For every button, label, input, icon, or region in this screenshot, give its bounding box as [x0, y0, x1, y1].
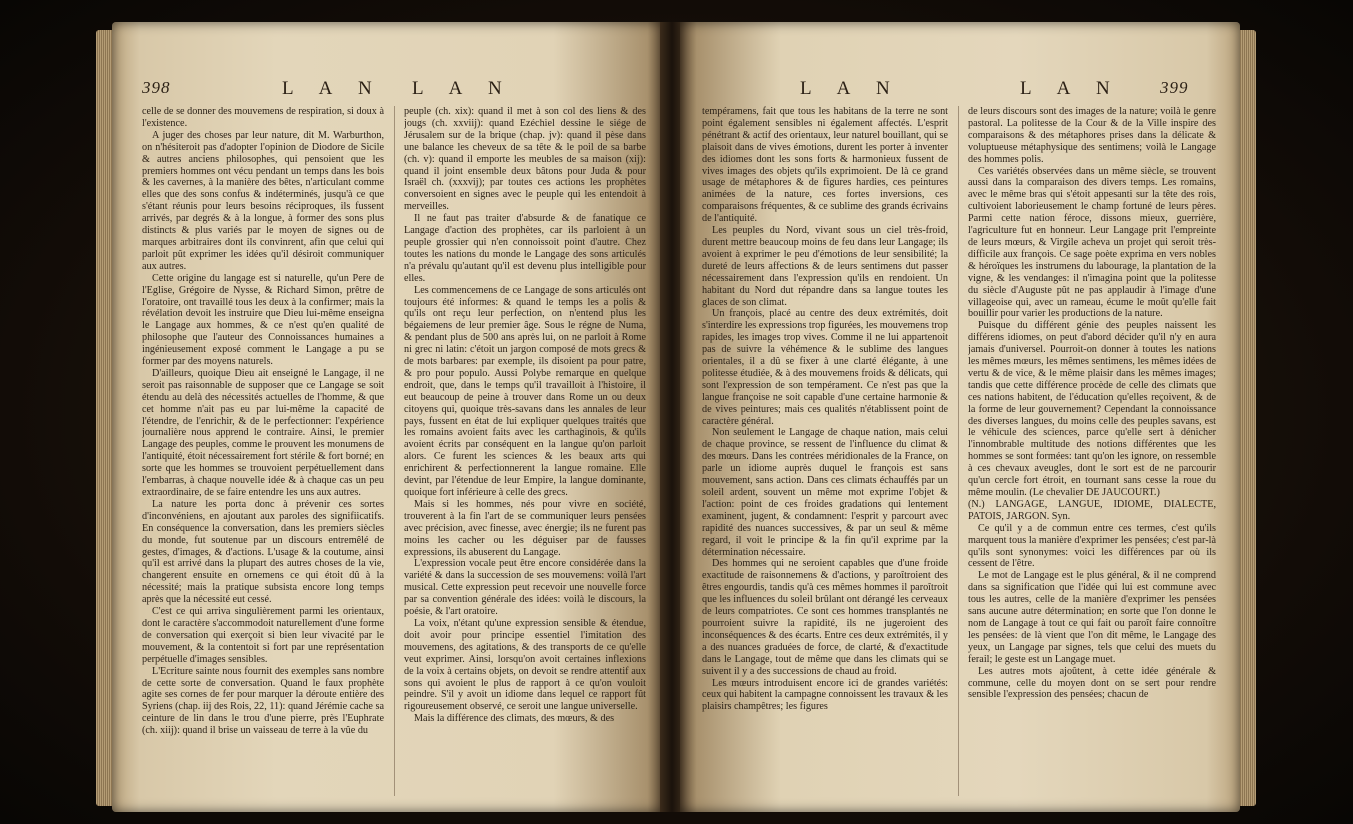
paragraph: de leurs discours sont des images de la nature; voilà le genre pastoral. La politesse de la Cour & de la Ville inspire des comparaisons & des métaphores prises dans la délicate & voluptueuse métaphysique des sentimens; voilà le Langage des hommes polis. — [968, 106, 1216, 165]
page-edges-right — [1238, 30, 1256, 806]
paragraph: (N.) LANGAGE, LANGUE, IDIOME, DIALECTE, PATOIS, JARGON. Syn. — [968, 498, 1216, 522]
paragraph: Les commencemens de ce Langage de sons articulés ont toujours été informes: & quand le temps les a polis & qu'ils ont reçu leur perfection, on n'entend plus les bégaiemens de leur premier âge. Sous le régne de Numa, & pendant plus de 500 ans après lui, on ne parloit à Rome ni grec ni latin: c'étoit un jargon composé de mots grecs & de mots barbares: par exemple, ils disoient pa pour patre, & pro pour populo. Aussi Polybe remarque en quelque endroit, que, dans le temps qu'il travailloit à l'histoire, il eut beaucoup de peine à trouver dans Rome un ou deux citoyens qui, quoique très-savans dans les annales de leur pays, fussent en état de lui expliquer quelques traités que les romains avoient faits avec les carthaginois, & qu'ils avoient écrits par conséquent en la langue qu'on parloit alors. Ce furent les sciences & les beaux arts qui enrichirent & perfectionnerent la langue romaine. Elle devint, par l'étendue de leur Empire, la langue dominante, quoique fort inférieure à celle des grecs. — [404, 284, 646, 498]
paragraph: celle de se donner des mouvemens de respiration, si doux à l'existence. — [142, 106, 384, 129]
paragraph: Il ne faut pas traiter d'absurde & de fanatique ce Langage d'action des prophètes, car ils parloient à un peuple grossier qui n'en connoissoit point d'autre. Chez toutes les nations du monde le Langage des sons articulés n'a prévalu qu'autant qu'il est devenu plus intelligible pour elles. — [404, 213, 646, 284]
paragraph: Non seulement le Langage de chaque nation, mais celui de chaque province, se ressent de l'influence du climat & des mœurs. Dans les contrées méridionales de la France, on parle un idiome auprès duquel le françois est sans mouvement, sans action. Dans ces climats échauffés par un soleil ardent, souvent un même mot exprime l'objet & l'action: point de ces froides gradations qui lentement examinent, jugent, & condamnent: l'esprit y parcourt avec rapidité des nuances successives, & par un seul & même regard, il voit le principe & la fin qu'il exprime par la détermination nécessaire. — [702, 427, 948, 558]
paragraph: Les mœurs introduisent encore ici de grandes variétés: ceux qui habitent la campagne connoissent les travaux & les plaisirs champêtres; les figures — [702, 677, 948, 713]
paragraph: Un françois, placé au centre des deux extrémités, doit s'interdire les expressions trop figurées, les mouvemens trop rapides, les images trop vives. Comme il ne lui appartenoit pas de suivre la véhémence & le sublime des langues orientales, il a dû se fixer à une clarté élégante, à une politesse étudiée, & à des mouvemens froids & délicats, qui sont l'expression de son tempérament. Ce n'est pas que la langue françoise ne soit capable d'une certaine harmonie & de vives peintures; mais ces qualités n'établissent point de caractère général. — [702, 308, 948, 427]
left-head-text-2: L A N — [412, 78, 513, 99]
paragraph: C'est ce qui arriva singulièrement parmi les orientaux, dont le caractère s'accommodoit naturellement d'une forme de conversation qui exerçoit si bien leur vivacité par le mouvement, & la contentoit si fort par une représentation perpétuelle d'images sensibles. — [142, 606, 384, 665]
paragraph: Mais la différence des climats, des mœurs, & des — [414, 713, 615, 725]
paragraph: peuple (ch. xix): quand il met à son col des liens & des jougs (ch. xxviij): quand Ezéchiel dessine le siége de Jérusalem sur de la brique (chap. jv): quand il pèse dans une balance les cheveux de sa tête & le poil de sa barbe (ch. v): quand il emporte les meubles de sa maison (xij): quand il joint ensemble deux bâtons pour Juda & pour Israël ch. (xxxvij); par toutes ces actions les prophètes conversoient en signes avec le peuple qui les entendoit à merveilles. — [404, 106, 646, 213]
paragraph: La voix, n'étant qu'une expression sensible & étendue, doit avoir pour principe essentiel l'imitation des mouvemens, des agitations, & des transports de ce qu'elle veut exprimer. Ainsi, lorsqu'on avoit certaines inflexions de la voix à certains objets, on devoit se rendre attentif aux sons qui avoient le plus de rapport à ce qu'on vouloit peindre. S'il y avoit un idiome dans lequel ce rapport fût rigoureusement observé, ce seroit une langue universelle. — [404, 617, 646, 713]
right-column-2 — [968, 106, 1216, 796]
paragraph: tempéramens, fait que tous les habitans de la terre ne sont point également sensibles ni également affectés. L'esprit pénétrant & actif des orientaux, leur naturel bouillant, qui se plaisoit dans de vives émotions, durent les porter à inventer des idiomes dont les sons forts & harmonieux fussent de vives images des objets qu'ils exprimoient. De là ce grand usage de métaphores & de figures hardies, ces peintures animées de la nature, ces fortes inversions, ces comparaisons fréquentes, & ce sublime des grands écrivains de l'antiquité. — [702, 106, 948, 225]
right-head-text-2: L A N — [1020, 78, 1121, 99]
left-head-text: L A N — [282, 78, 383, 99]
left-column-1 — [142, 106, 384, 796]
paragraph: La nature les porta donc à prévenir ces sortes d'inconvéniens, en ajoutant aux paroles des signifiicatifs. En conséquence la conversation, dans les premiers siècles du monde, fut soutenue par un discours entremêlé de gestes, d'images, & d'actions. L'usage & la coutume, ainsi qu'il est arrivé dans la plupart des autres choses de la vie, changerent ensuite en ornemens ce qui étoit dû à la nécessité; mais la pratique subsista encore long temps après que la nécessité eut cessé. — [142, 498, 384, 606]
left-column-2 — [404, 106, 646, 796]
paragraph: Mais si les hommes, nés pour vivre en société, trouverent à la fin l'art de se communiquer leurs pensées avec précision, avec finesse, avec énergie; ils ne furent pas moins les cacher ou les déguiser par de fausses expressions, ils abuserent du Langage. — [404, 498, 646, 558]
paragraph: Le mot de Langage est le plus général, & il ne comprend dans sa signification que l'idée qui lui est commune avec tous les autres, celle de la manière d'exprimer les pensées sans aucune autre détermination; en sorte que l'on donne le nom de Langage à tout ce qui fait ou paroît faire connoître les pensées: de là vient que l'on dit même, le Langage des yeux, un Langage par signes, tels que celui des muets du ferail; le geste est un Langage muet. — [968, 570, 1216, 665]
left-page-number: 398 — [142, 78, 171, 97]
right-column-1 — [702, 106, 948, 796]
paragraph: Puisque du différent génie des peuples naissent les différens idiomes, on peut d'abord décider qu'il n'y en aura jamais d'universel. Pourroit-on donner à toutes les nations les mêmes mœurs, les mêmes sentimens, les mêmes idées de vertu & de vice, & le même plaisir dans les mêmes images; tandis que cette différence procède de celle des climats que ces nations habitent, de l'éducation qu'elles reçoivent, & de la forme de leur gouvernement? Cependant la connoissance des diverses langues, du moins celle des peuples savans, est le véhicule des sciences, parce qu'elle sert à dénicher l'innombrable multitude des notions différentes que les hommes se sont formées: tant qu'on les ignore, on ressemble à ces chevaux aveugles, dont le sort est de ne parcourir qu'un cercle fort étroit, en tournant sans cesse la roue du même moulin. (Le chevalier DE JAUCOURT.) — [968, 320, 1216, 498]
paragraph: Ces variétés observées dans un même siècle, se trouvent aussi dans la comparaison des divers temps. Les romains, avec le même bras qui s'étoit appesanti sur la tête des rois, cultivoient laborieusement le champ fortuné de leurs pères. Parmi cette nation féroce, dissons mieux, guerrière, l'agriculture fut en honneur. Leur Langage prit l'empreinte de leurs mœurs, & Virgile acheva un projet qui seroit très-difficile aux françois. Ce sage poète exprima en vers nobles & héroïques les instrumens du labourage, la plantation de la vigne, & les vendanges: il n'imagina point que la politesse du siècle d'Auguste pût ne pas applaudir à l'image d'une villageoise qui, avec un rameau, écume le moût qu'elle fait bouillir pour varier les productions de la nature. — [968, 165, 1216, 320]
left-running-head — [112, 78, 664, 102]
paragraph: Les peuples du Nord, vivant sous un ciel très-froid, durent mettre beaucoup moins de feu dans leur Langage; ils avoient à exprimer le peu d'émotions de leur sensibilité; la dureté de leurs affections & de leurs sentimens dut passer nécessairement dans l'expression qu'ils en rendoient. Un habitant du Nord dut répandre dans sa langue toutes les glaces de son climat. — [702, 225, 948, 308]
paragraph: A juger des choses par leur nature, dit M. Warburthon, on n'hésiteroit pas d'adopter l'opinion de Diodore de Sicile & autres anciens philosophes, qui pensoient que les premiers hommes ont vécu pendant un temps dans les bois & les cavernes, à la manière des bêtes, n'articulant comme elles que des sons confus & indéterminés, jusqu'à ce que s'étant réunis pour leurs besoins réciproques, ils fussent arrivés, par degrés & à la longue, à former des sons plus distincts & plus variés par le moyen de signes ou de marques arbitraires dont ils convinrent, afin que celui qui parloit pût exprimer les idées qu'il désiroit communiquer aux autres. — [142, 129, 384, 272]
paragraph: D'ailleurs, quoique Dieu ait enseigné le Langage, il ne seroit pas raisonnable de supposer que ce Langage se soit étendu au delà des nécessités actuelles de l'homme, & que cet homme n'ait pas eu par lui-même la capacité de l'étendre, de l'enrichir, & de le perfectionner: l'expérience journalière nous apprend le contraire. Ainsi, le premier Langage des peuples, comme le prouvent les monumens de l'antiquité, étoit nécessairement fort stérile & fort borné; en sorte que les hommes se trouvoient perpétuellement dans l'embarras, à chaque nouvelle idée & à chaque cas un peu extraordinaire, de se faire entendre les uns aux autres. — [142, 367, 384, 498]
right-head-text: L A N — [800, 78, 901, 99]
paragraph: L'Ecriture sainte nous fournit des exemples sans nombre de cette sorte de conversation. Quand le faux prophète agite ses cornes de fer pour marquer la déroute entière des Syriens (chap. iij des Rois, 22, 11): quand Jérémie cache sa ceinture de lin dans le trou d'une pierre, près l'Euphrate (ch. xiij): quand il brise un vaisseau de terre à la vûe du — [142, 665, 384, 737]
right-page-number: 399 — [1160, 78, 1189, 97]
paragraph: Ce qu'il y a de commun entre ces termes, c'est qu'ils marquent tous la manière d'exprimer les pensées; c'est par-là qu'ils sont synonymes: voici les différences par où ils cessent de l'être. — [968, 522, 1216, 570]
paragraph: Les autres mots ajoûtent, à cette idée générale & commune, celle du moyen dont on se sert pour rendre sensible l'expression des pensées; chacun de — [968, 665, 1216, 701]
left-column-rule — [394, 106, 395, 796]
left-page — [112, 22, 664, 812]
right-column-rule — [958, 106, 959, 796]
paragraph: Des hommes qui ne seroient capables que d'une froide exactitude de raisonnemens & d'actions, y paroîtroient des êtres engourdis, tandis qu'à ces mêmes hommes il paroîtroit que les influences du soleil brûlant ont dérangé les cerveaux de leurs compatriotes. Ce sont ces hommes transplantés ne pourroient suivre la rapidité, ils ne jugeroient des inconséquences & des écarts. Entre ces deux extrémités, il y a des nuances graduées de force, de clarté, & d'exactitude dans le Langage, tout de même que dans les climats qui se suivent il y a des successions de chaud au froid. — [702, 558, 948, 677]
paragraph: Cette origine du langage est si naturelle, qu'un Pere de l'Eglise, Grégoire de Nysse, & Richard Simon, prêtre de l'oratoire, ont travaillé tous les deux à la confirmer; mais la révélation devoit les instruire que Dieu lui-même enseigna le Langage aux hommes, & ce n'est qu'en qualité de philosophe que l'auteur des Connoissances humaines a ingénieusement exposé comment le Langage a pu se former par des moyens naturels. — [142, 272, 384, 368]
paragraph: L'expression vocale peut être encore considérée dans la variété & dans la succession de ses mouvemens: voilà l'art musical. Cette expression peut recevoir une nouvelle force par sa convention générale des idées: voilà le discours, la poésie, & l'art oratoire. — [404, 558, 646, 618]
right-running-head — [680, 78, 1240, 102]
right-page — [680, 22, 1240, 812]
